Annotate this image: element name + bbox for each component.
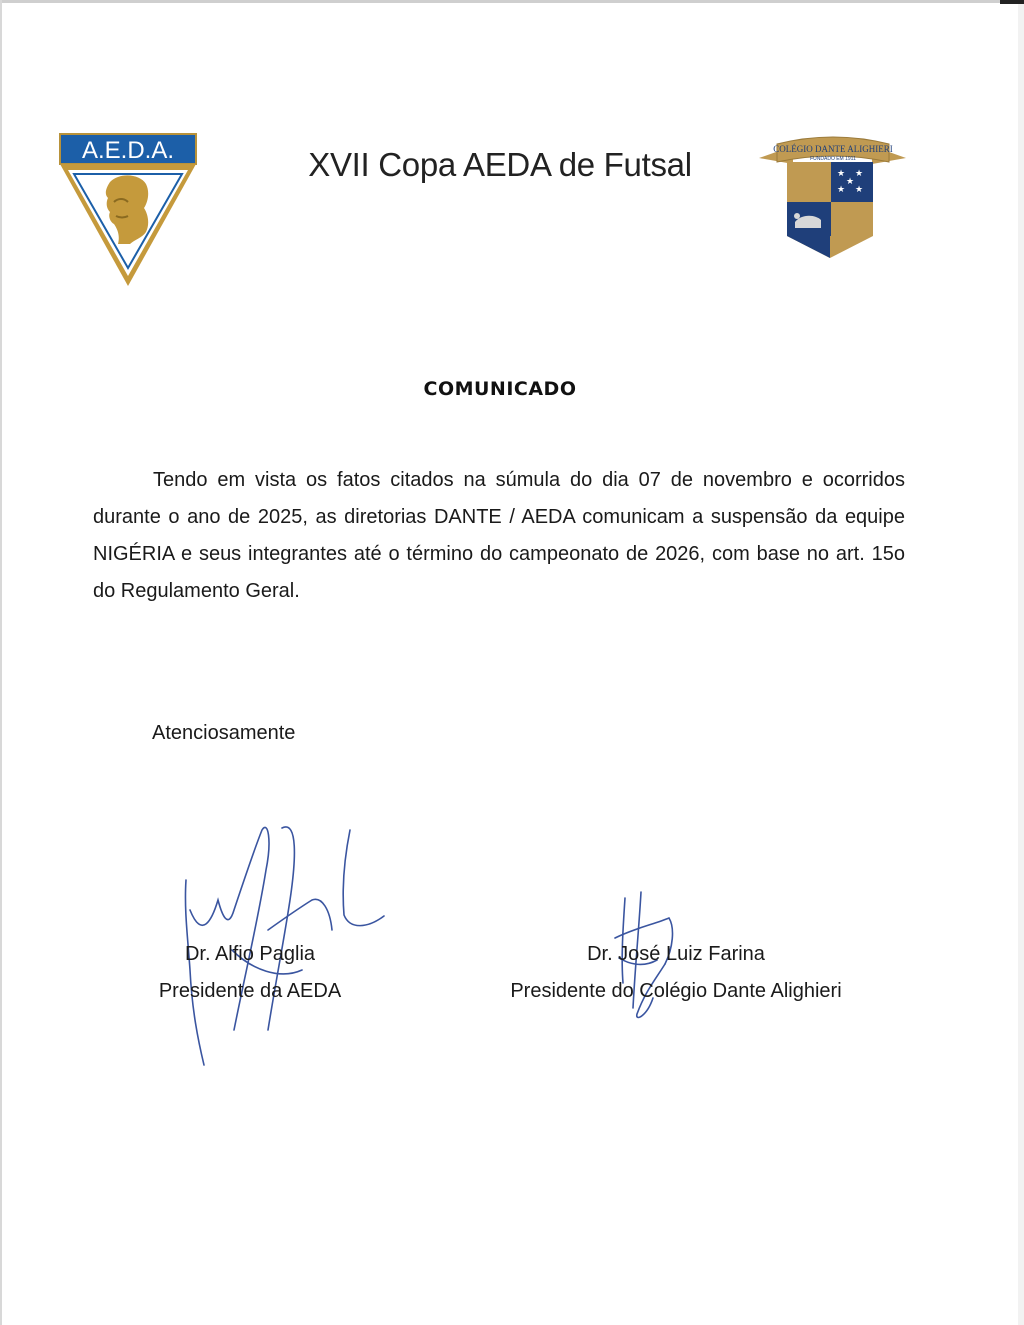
svg-text:★: ★ [837,169,846,179]
signatory-name: Dr. José Luiz Farina [587,943,765,965]
announcement-body: Tendo em vista os fatos citados na súmula do dia 07 de novembro e ocorridos durante o ano de 2025, as diretorias DANTE / AEDA comunicam a suspensão da equipe NIGÉRIA e seus integrantes até o término do campeonato de 2026, com base no art. 15o do Regulamento Geral. [93,469,905,602]
page-edge [0,0,1024,3]
svg-text:★: ★ [837,185,846,195]
document-title: XVII Copa AEDA de Futsal [308,146,692,183]
svg-text:★: ★ [855,185,864,195]
page-edge [1018,0,1024,1325]
aeda-logo-text: A.E.D.A. [81,137,175,164]
signatory-right [508,936,844,1010]
signatory-role: Presidente da AEDA [158,980,342,1002]
svg-text:★: ★ [855,169,864,179]
closing-salutation: Atenciosamente [152,722,296,744]
signatory-role: Presidente do Colégio Dante Alighieri [510,980,842,1002]
svg-text:★: ★ [846,177,855,187]
page-edge [0,0,2,1325]
signatory-name: Dr. Alfio Paglia [184,943,316,965]
dante-alighieri-logo [755,130,910,262]
dante-logo-subtitle: FUNDADO EM 1911 [810,156,856,162]
aeda-logo [58,132,198,288]
document-heading: COMUNICADO [423,378,577,400]
dante-logo-banner: COLÉGIO DANTE ALIGHIERI [773,144,893,154]
signatory-left [150,936,350,1010]
scan-mark [1000,0,1024,4]
